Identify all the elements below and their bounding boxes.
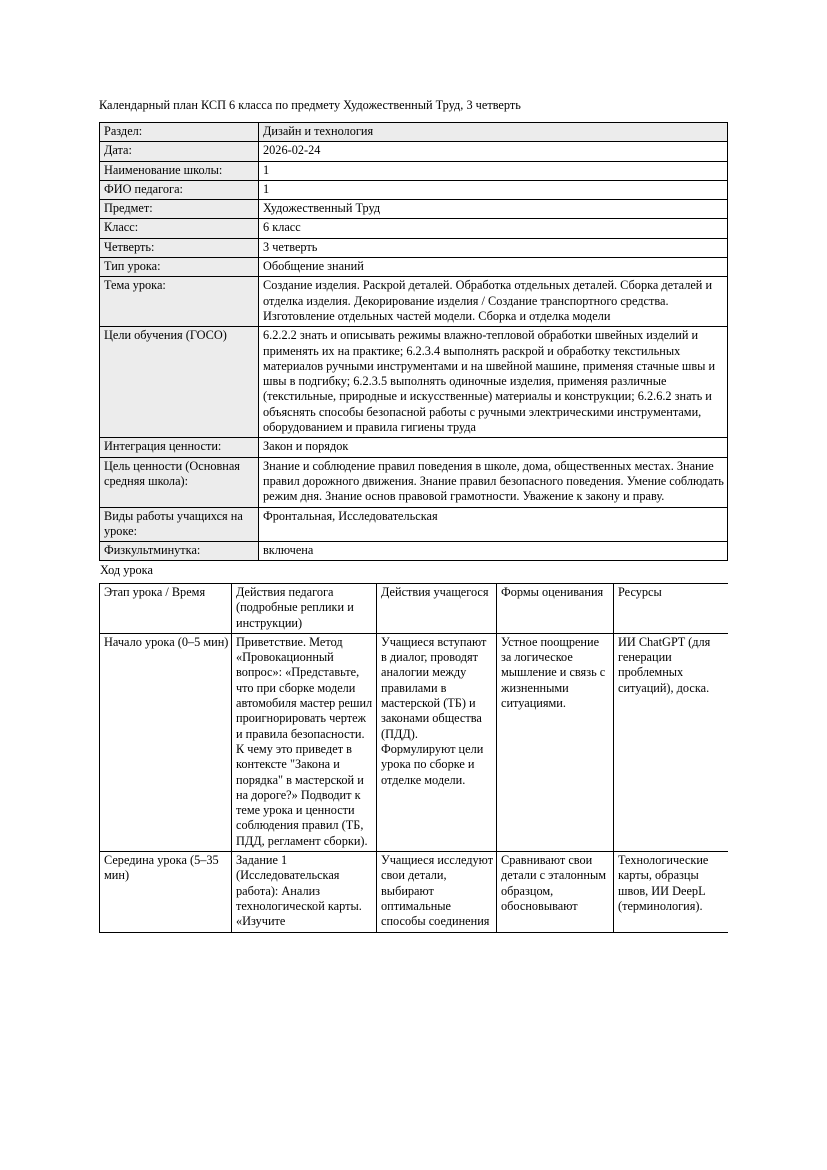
lesson-flow-table-body — [100, 633, 729, 932]
table-row — [100, 327, 728, 438]
info-value-value-goal: Знание и соблюдение правил поведения в школе, дома, общественных местах. Знание правил дорожного движения. Знание правил безопасного поведения. Умение соблюдать режим дня. Знание основ правовой грамотности. Уважение к закону и праву. — [259, 457, 728, 507]
cell-stage: Начало урока (0–5 мин) — [100, 633, 232, 851]
column-header-resources: Ресурсы — [614, 584, 729, 634]
info-label-data: Дата: — [100, 142, 259, 161]
table-row — [100, 457, 728, 507]
table-row — [100, 123, 728, 142]
info-value-school: 1 — [259, 161, 728, 180]
info-label-class: Класс: — [100, 219, 259, 238]
info-value-value-integration: Закон и порядок — [259, 438, 728, 457]
info-value-teacher: 1 — [259, 180, 728, 199]
info-value-class: 6 класс — [259, 219, 728, 238]
table-row — [100, 219, 728, 238]
table-row — [100, 200, 728, 219]
cell-teacher-actions: Приветствие. Метод «Провокационный вопрос»: «Представьте, что при сборке модели автомобиля мастер решил проигнорировать чертеж и правила безопасности. К чему это приведет в контексте "Закона и порядка" в мастерской и на дороге?» Подводит к теме урока и ценности соблюдения правил (ТБ, ПДД, регламент сборки). — [232, 633, 377, 851]
info-value-quarter: 3 четверть — [259, 238, 728, 257]
table-row — [100, 238, 728, 257]
info-label-razdel: Раздел: — [100, 123, 259, 142]
table-row — [100, 277, 728, 327]
info-label-work-types: Виды работы учащихся на уроке: — [100, 507, 259, 542]
table-row — [100, 438, 728, 457]
column-header-assessment-forms: Формы оценивания — [497, 584, 614, 634]
column-header-stage: Этап урока / Время — [100, 584, 232, 634]
info-label-school: Наименование школы: — [100, 161, 259, 180]
page-title: Календарный план КСП 6 класса по предмету Художественный Труд, 3 четверть — [99, 98, 521, 112]
info-value-objectives: 6.2.2.2 знать и описывать режимы влажно-тепловой обработки швейных изделий и применять их на практике; 6.2.3.4 выполнять раскрой и обработку текстильных материалов ручными инструментами и на швейной машине, применяя стачные швы и швы в подгибку; 6.2.3.5 выполнять одиночные изделия, применяя различные (текстильные, природные и искусственные) материалы и конструкции; 6.2.6.2 знать и объяснять способы безопасной работы с ручными электрическими инструментами, оборудованием и правила гигиены труда — [259, 327, 728, 438]
cell-resources: Технологические карты, образцы швов, ИИ DeepL (терминология). — [614, 852, 729, 932]
info-value-work-types: Фронтальная, Исследовательская — [259, 507, 728, 542]
info-value-data: 2026-02-24 — [259, 142, 728, 161]
info-value-lesson-topic: Создание изделия. Раскрой деталей. Обработка отдельных деталей. Сборка деталей и отделка изделия. Декорирование изделия / Создание транспортного средства. Изготовление отдельных частей модели. Сборка и отделка модели — [259, 277, 728, 327]
info-label-teacher: ФИО педагога: — [100, 180, 259, 199]
table-row — [100, 633, 729, 851]
info-value-lesson-type: Обобщение знаний — [259, 258, 728, 277]
table-row — [100, 852, 729, 932]
lesson-flow-table-clip — [99, 583, 728, 1069]
cell-teacher-actions: Задание 1 (Исследовательская работа): Анализ технологической карты. «Изучите — [232, 852, 377, 932]
info-label-value-goal: Цель ценности (Основная средняя школа): — [100, 457, 259, 507]
lesson-flow-table-head — [100, 584, 729, 634]
table-row — [100, 180, 728, 199]
document-content — [99, 98, 728, 583]
table-header-row — [100, 584, 729, 634]
cell-assessment-forms: Устное поощрение за логическое мышление и связь с жизненными ситуациями. — [497, 633, 614, 851]
column-header-teacher-actions: Действия педагога (подробные реплики и инструкции) — [232, 584, 377, 634]
table-row — [100, 542, 728, 561]
info-label-objectives: Цели обучения (ГОСО) — [100, 327, 259, 438]
info-value-subject: Художественный Труд — [259, 200, 728, 219]
table-row — [100, 258, 728, 277]
cell-stage: Середина урока (5–35 мин) — [100, 852, 232, 932]
lesson-info-table — [99, 122, 728, 561]
cell-student-actions: Учащиеся исследуют свои детали, выбирают оптимальные способы соединения — [377, 852, 497, 932]
cell-student-actions: Учащиеся вступают в диалог, проводят аналогии между правилами в мастерской (ТБ) и законами общества (ПДД). Формулируют цели урока по сборке и отделке модели. — [377, 633, 497, 851]
column-header-student-actions: Действия учащегося — [377, 584, 497, 634]
lesson-info-table-body — [100, 123, 728, 561]
info-label-lesson-type: Тип урока: — [100, 258, 259, 277]
table-row — [100, 507, 728, 542]
table-row — [100, 161, 728, 180]
info-label-quarter: Четверть: — [100, 238, 259, 257]
section-heading-lesson-flow: Ход урока — [100, 563, 153, 578]
info-value-razdel: Дизайн и технология — [259, 123, 728, 142]
table-row — [100, 142, 728, 161]
info-value-fizminutka: включена — [259, 542, 728, 561]
cell-assessment-forms: Сравнивают свои детали с эталонным образцом, обосновывают — [497, 852, 614, 932]
info-label-subject: Предмет: — [100, 200, 259, 219]
info-label-lesson-topic: Тема урока: — [100, 277, 259, 327]
cell-resources: ИИ ChatGPT (для генерации проблемных ситуаций), доска. — [614, 633, 729, 851]
info-label-fizminutka: Физкультминутка: — [100, 542, 259, 561]
info-label-value-integration: Интеграция ценности: — [100, 438, 259, 457]
lesson-flow-table — [99, 583, 728, 933]
